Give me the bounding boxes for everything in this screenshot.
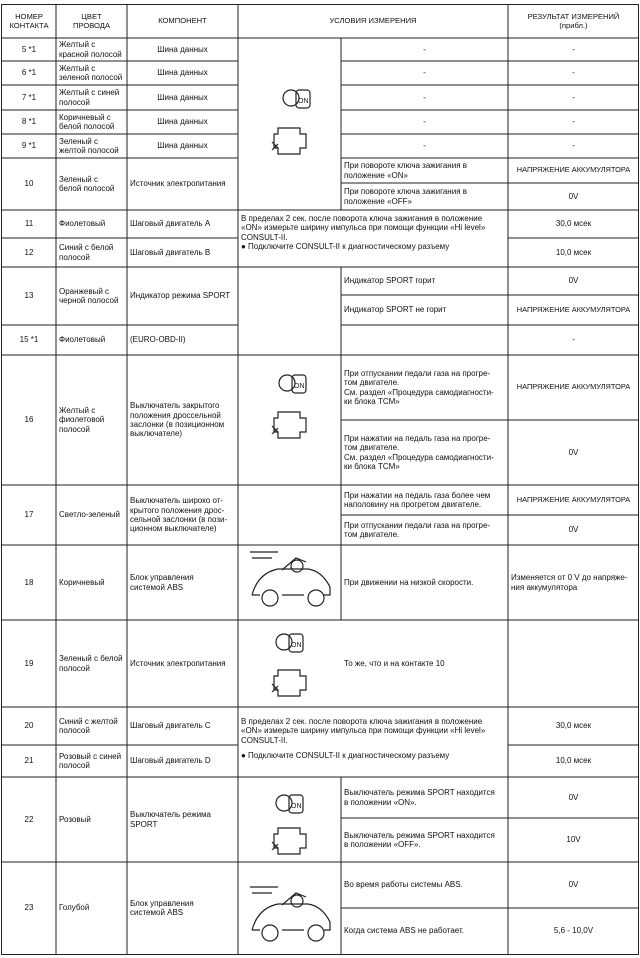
car-driving-icon	[250, 552, 330, 606]
condition: -	[423, 44, 426, 54]
component: Выключатель закрытого положения дроссельной заслонки (в позиционном выключателе)	[130, 401, 225, 439]
condition: При движении на низкой скорости.	[344, 577, 474, 587]
svg-text:ON: ON	[294, 383, 305, 390]
result	[508, 620, 639, 707]
header-component: КОМПОНЕНТ	[158, 16, 207, 26]
result: 0V	[568, 191, 579, 201]
condition: Во время работы системы ABS.	[344, 880, 463, 890]
wire-color: Коричневый	[59, 577, 105, 587]
wire-color: Розовый	[59, 814, 91, 824]
result: -	[572, 335, 575, 345]
condition: -	[423, 92, 426, 102]
result: 0V	[568, 525, 579, 535]
consult-note-text: В пределах 2 сек. после поворота ключа зажигания в положение «ON» измерьте ширину импульса при помощи функции «Hi level» CONSULT-II.	[241, 214, 486, 242]
condition: При повороте ключа зажигания в положение «OFF»	[344, 187, 467, 206]
component: Шаговый двигатель A	[130, 219, 211, 229]
contact-number: 21	[24, 756, 34, 766]
result: -	[572, 117, 575, 127]
condition: То же, что и на контакте 10	[344, 658, 445, 668]
component: Шина данных	[157, 92, 208, 102]
contact-number: 13	[24, 291, 34, 301]
consult-note-bullet: ● Подключите CONSULT-II к диагностическому разъему	[241, 751, 450, 761]
contact-number: 22	[24, 814, 34, 824]
result: 10V	[566, 835, 581, 845]
result: 0V	[568, 276, 579, 286]
result: 0V	[568, 792, 579, 802]
header-wire: ЦВЕТ ПРОВОДА	[72, 11, 111, 30]
contact-number: 6 *1	[21, 68, 37, 78]
condition: Выключатель режима SPORT находится в положении «ON».	[344, 788, 495, 807]
contact-number: 23	[24, 903, 34, 913]
engine-running-icon	[272, 412, 306, 438]
result: 5,6 - 10,0V	[553, 926, 594, 936]
wire-color: Зеленый с белой полосой	[59, 654, 123, 673]
result: Изменяется от 0 V до напряже- ния аккумулятора	[511, 573, 628, 592]
condition: При отпускании педали газа на прогре- том двигателе. См. раздел «Процедура самодиагности- ки блока TCM»	[344, 368, 494, 406]
result: 0V	[568, 447, 579, 457]
condition: Выключатель режима SPORT находится в положении «OFF».	[344, 830, 495, 849]
condition: -	[423, 117, 426, 127]
condition: -	[423, 68, 426, 78]
component: Шина данных	[157, 44, 208, 54]
car-driving-icon	[250, 887, 330, 941]
contact-number: 10	[24, 179, 34, 189]
component: Шаговый двигатель B	[130, 247, 211, 257]
wire-color: Синий с белой полосой	[59, 243, 114, 262]
result: -	[572, 68, 575, 78]
component: Выключатель режима SPORT	[130, 810, 212, 829]
condition: При нажатии на педаль газа на прогре- том двигателе. См. раздел «Процедура самодиагности- ки блока TCM»	[344, 433, 494, 471]
condition: При повороте ключа зажигания в положение «ON»	[344, 161, 467, 180]
component: Источник электропитания	[130, 179, 226, 189]
component: Источник электропитания	[130, 658, 226, 668]
condition: Индикатор SPORT горит	[344, 276, 436, 286]
engine-running-icon	[272, 128, 306, 154]
wire-color: Фиолетовый	[59, 219, 106, 229]
result: НАПРЯЖЕНИЕ АККУМУЛЯТОРА	[516, 382, 631, 392]
contact-number: 12	[24, 247, 34, 257]
result: -	[572, 92, 575, 102]
condition: При отпускании педали газа на прогре- том двигателе.	[344, 520, 491, 539]
component: Индикатор режима SPORT	[130, 291, 231, 301]
consult-note	[238, 707, 508, 777]
wire-color: Желтый с синей полосой	[59, 88, 120, 107]
contact-number: 20	[24, 721, 34, 731]
ignition-key-on-icon	[276, 634, 303, 652]
wire-color: Зеленый с желтой полосой	[59, 136, 119, 155]
component: Шина данных	[157, 68, 208, 78]
wire-color: Розовый с синей полосой	[59, 751, 122, 770]
svg-text:ON: ON	[298, 98, 309, 105]
component: Блок управления системой ABS	[130, 898, 194, 917]
condition: При нажатии на педаль газа более чем наполовину на прогретом двигателе.	[344, 490, 491, 509]
svg-text:ON: ON	[291, 642, 302, 649]
contact-number: 9 *1	[21, 141, 37, 151]
contact-number: 8 *1	[21, 117, 37, 127]
wire-color: Голубой	[59, 903, 90, 913]
result: 30,0 мсек	[555, 219, 592, 229]
contact-number: 19	[24, 658, 34, 668]
wire-color: Желтый с фиолетовой полосой	[59, 405, 105, 434]
result: НАПРЯЖЕНИЕ АККУМУЛЯТОРА	[516, 165, 631, 175]
result: 10,0 мсек	[555, 247, 592, 257]
contact-number: 17	[24, 510, 34, 520]
component: Шина данных	[157, 117, 208, 127]
condition: -	[423, 141, 426, 151]
result: -	[572, 141, 575, 151]
wire-color: Синий с желтой полосой	[59, 716, 118, 735]
component: Шаговый двигатель C	[130, 721, 211, 731]
ignition-key-on-icon	[276, 795, 303, 813]
engine-running-icon	[272, 670, 306, 696]
contact-number: 15 *1	[19, 335, 39, 345]
contact-number: 16	[24, 415, 34, 425]
wire-color: Желтый с красной полосой	[59, 40, 122, 59]
wire-color: Фиолетовый	[59, 335, 106, 345]
wire-color: Зеленый с белой полосой	[59, 174, 115, 193]
result: 30,0 мсек	[555, 721, 592, 731]
ignition-key-on-icon	[283, 90, 310, 108]
contact-number: 5 *1	[21, 44, 37, 54]
component: Выключатель широко от- крытого положения дрос- сельной заслонки (в пози- ционном выключателе)	[130, 496, 228, 534]
header-contact: НОМЕР КОНТАКТА	[9, 11, 49, 30]
component: Блок управления системой ABS	[130, 573, 194, 592]
contact-number: 7 *1	[21, 92, 37, 102]
consult-note	[238, 210, 508, 267]
ignition-key-on-icon	[279, 375, 306, 393]
consult-note-bullet: ● Подключите CONSULT-II к диагностическому разъему	[241, 242, 450, 252]
header-condition: УСЛОВИЯ ИЗМЕРЕНИЯ	[329, 16, 417, 26]
component: Шаговый двигатель D	[130, 756, 211, 766]
result: -	[572, 44, 575, 54]
component: (EURO-OBD-II)	[130, 335, 186, 345]
wire-color: Светло-зеленый	[59, 510, 120, 520]
contact-number: 11	[24, 219, 34, 229]
svg-text:ON: ON	[291, 803, 302, 810]
result: 0V	[568, 880, 579, 890]
consult-note-text: В пределах 2 сек. после поворота ключа зажигания в положение «ON» измерьте ширину импульса при помощи функции «Hi level» CONSULT-II.	[241, 717, 486, 745]
component: Шина данных	[157, 141, 208, 151]
engine-running-icon	[272, 828, 306, 854]
header-result: РЕЗУЛЬТАТ ИЗМЕРЕНИЙ (прибл.)	[527, 11, 620, 30]
wire-color: Коричневый с белой полосой	[59, 112, 115, 131]
result: 10,0 мсек	[555, 756, 592, 766]
condition: Когда система ABS не работает.	[344, 926, 464, 936]
result: НАПРЯЖЕНИЕ АККУМУЛЯТОРА	[516, 304, 631, 314]
wire-color: Желтый с зеленой полосой	[59, 63, 123, 82]
contact-number: 18	[24, 577, 34, 587]
result: НАПРЯЖЕНИЕ АККУМУЛЯТОРА	[516, 494, 631, 504]
condition: Индикатор SPORT не горит	[344, 305, 447, 315]
wire-color: Оранжевый с черной полосой	[59, 286, 119, 305]
